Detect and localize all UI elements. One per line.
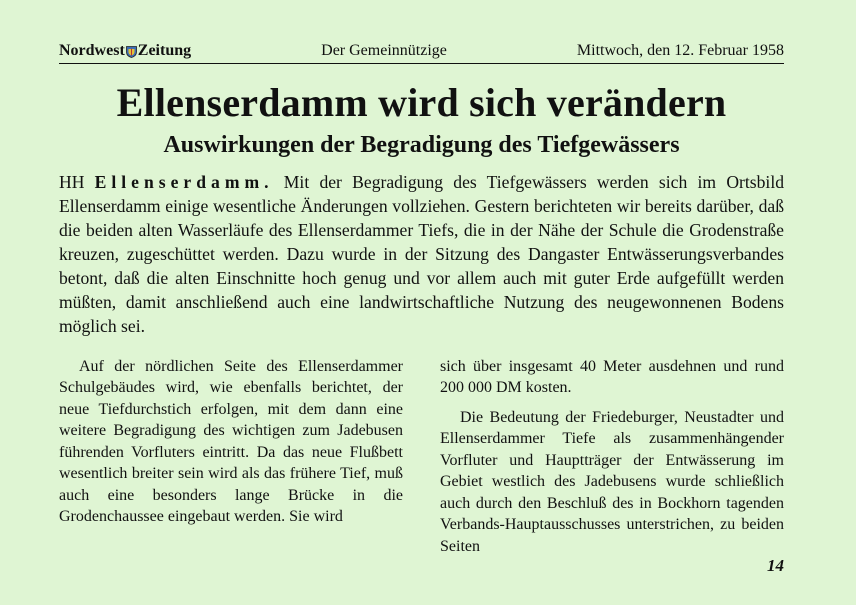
newspaper-page [59,40,784,575]
paragraph: Auf der nördlichen Seite des Ellenserdammer Schulgebäudes wird, wie ebenfalls berichtet, der neue Tiefdurchstich erfolgen, mit dem dann eine weitere Begradigung des wichtigen zum Jadebusen führenden Vorfluters eintritt. Da das neue Flußbett wesentlich breiter sein wird als das frühere Tief, muß auch eine besonders lange Brücke in die Grodenchaussee eingebaut werden. Sie wird [59,357,403,526]
column-right [440,356,784,558]
newspaper-name-part2: Zeitung [137,42,192,59]
masthead [59,40,784,64]
headline: Ellenserdamm wird sich verändern [116,80,727,125]
paragraph: sich über insgesamt 40 Meter ausdehnen und rund 200 000 DM kosten. [440,357,784,397]
section-name: Der Gemeinnützige [321,42,447,59]
newspaper-name-part1: Nordwest [59,42,125,59]
column-left [59,356,403,558]
dateline: Ellenserdamm. [94,172,274,192]
coat-of-arms-icon [126,46,137,58]
issue-date: Mittwoch, den 12. Februar 1958 [576,42,784,59]
paragraph: Die Bedeutung der Friedeburger, Neustadter und Ellenserdammer Tiefe als zusammenhängender Vorfluter und Hauptträger der Entwässerung im Gebiet westlich des Jadebusens wurde schließlich auch durch den Beschluß des in Bockhorn tagenden Verbands-Hauptausschusses unterstrichen, zu beiden Seiten [440,408,784,555]
page-number: 14 [767,556,784,575]
newspaper-name [59,40,191,62]
lead-text: Mit der Begradigung des Tiefgewässers werden sich im Ortsbild Ellenserdamm einige wesentliche Änderungen vollziehen. Gestern berichteten wir bereits darüber, daß die beiden alten Wasserläufe des Ellenserdammer Tiefs, die in der Nähe der Schule die Grodenstraße kreuzen, zugeschüttet werden. Dazu wurde in der Sitzung des Dangaster Entwässerungsverbandes betont, daß die alten Einschnitte hoch genug und vor allem auch mit guter Erde aufgefüllt werden müßten, damit anschließend auch eine landwirtschaftliche Nutzung des neugewonnenen Bodens möglich sei. [59,172,784,336]
author-initials: HH [59,172,85,192]
subheadline: Auswirkungen der Begradigung des Tiefgewässers [163,132,680,158]
lead-paragraph [59,170,784,338]
article-columns [59,356,784,558]
